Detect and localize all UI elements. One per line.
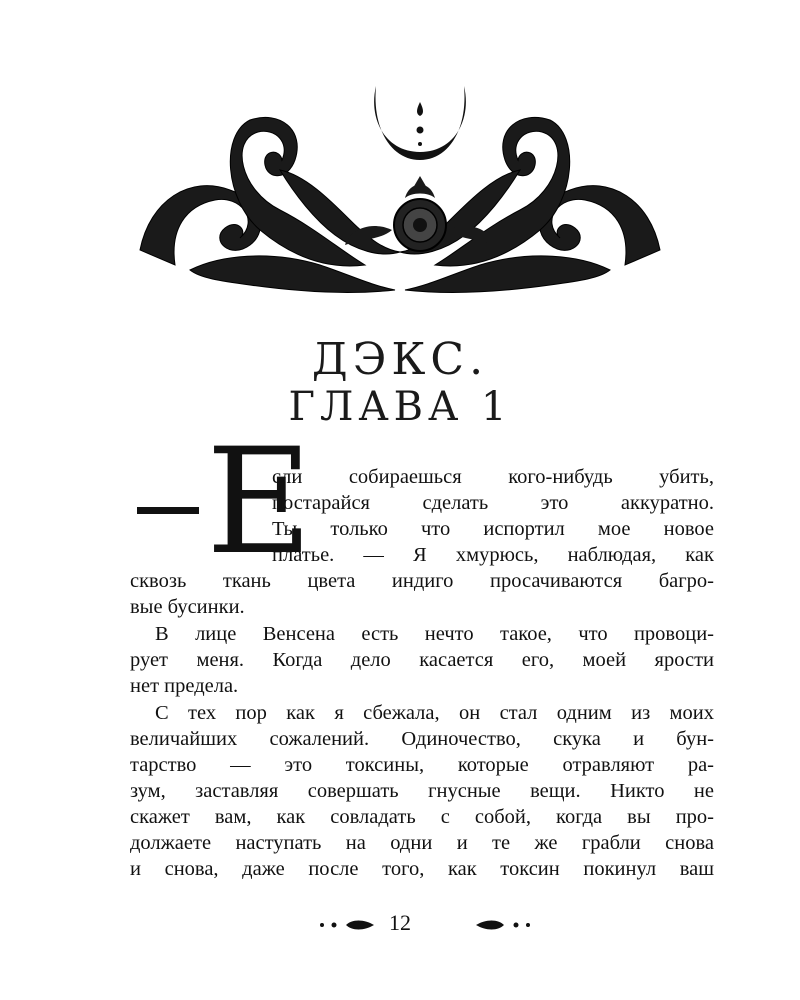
dot-ornament-right-icon (472, 918, 532, 932)
chapter-title-name: ДЭКС. (311, 334, 489, 385)
baroque-crown-ornament-icon (130, 80, 670, 300)
text-line: должаете наступать на одни и те же грабли снова (130, 832, 714, 854)
text-line: сквозь ткань цвета индиго просачиваются багро- (130, 570, 714, 592)
text-line: тарство — это токсины, которые отравляют ра- (130, 754, 714, 776)
text-line: нет предела. (130, 675, 239, 697)
dropcap-dash (137, 507, 199, 514)
text-line: и снова, даже после того, как токсин покинул ваш (130, 858, 714, 880)
text-line: вые бусинки. (130, 596, 245, 618)
text-line: зум, заставляя совершать гнусные вещи. Никто не (130, 780, 714, 802)
text-line: Ты только что испортил мое новое (272, 518, 714, 540)
text-line: рует меня. Когда дело касается его, моей ярости (130, 649, 714, 671)
text-line: постарайся сделать это аккуратно. (272, 492, 714, 514)
dropcap-letter: Е (206, 417, 313, 587)
text-line: скажет вам, как совладать с собой, когда вы про- (130, 806, 714, 828)
chapter-title-number: ГЛАВА 1 (288, 384, 512, 430)
crescent-moon-icon (374, 86, 466, 160)
text-line: сли собираешься кого-нибудь убить, (272, 466, 714, 488)
text-line: С тех пор как я сбежала, он стал одним из моих (155, 702, 714, 724)
text-line: платье. — Я хмурюсь, наблюдая, как (272, 544, 714, 566)
text-line: величайших сожалений. Одиночество, скука и бун- (130, 728, 714, 750)
text-line: В лице Венсена есть нечто такое, что провоци- (155, 623, 714, 645)
page-number: 12 (389, 910, 411, 935)
